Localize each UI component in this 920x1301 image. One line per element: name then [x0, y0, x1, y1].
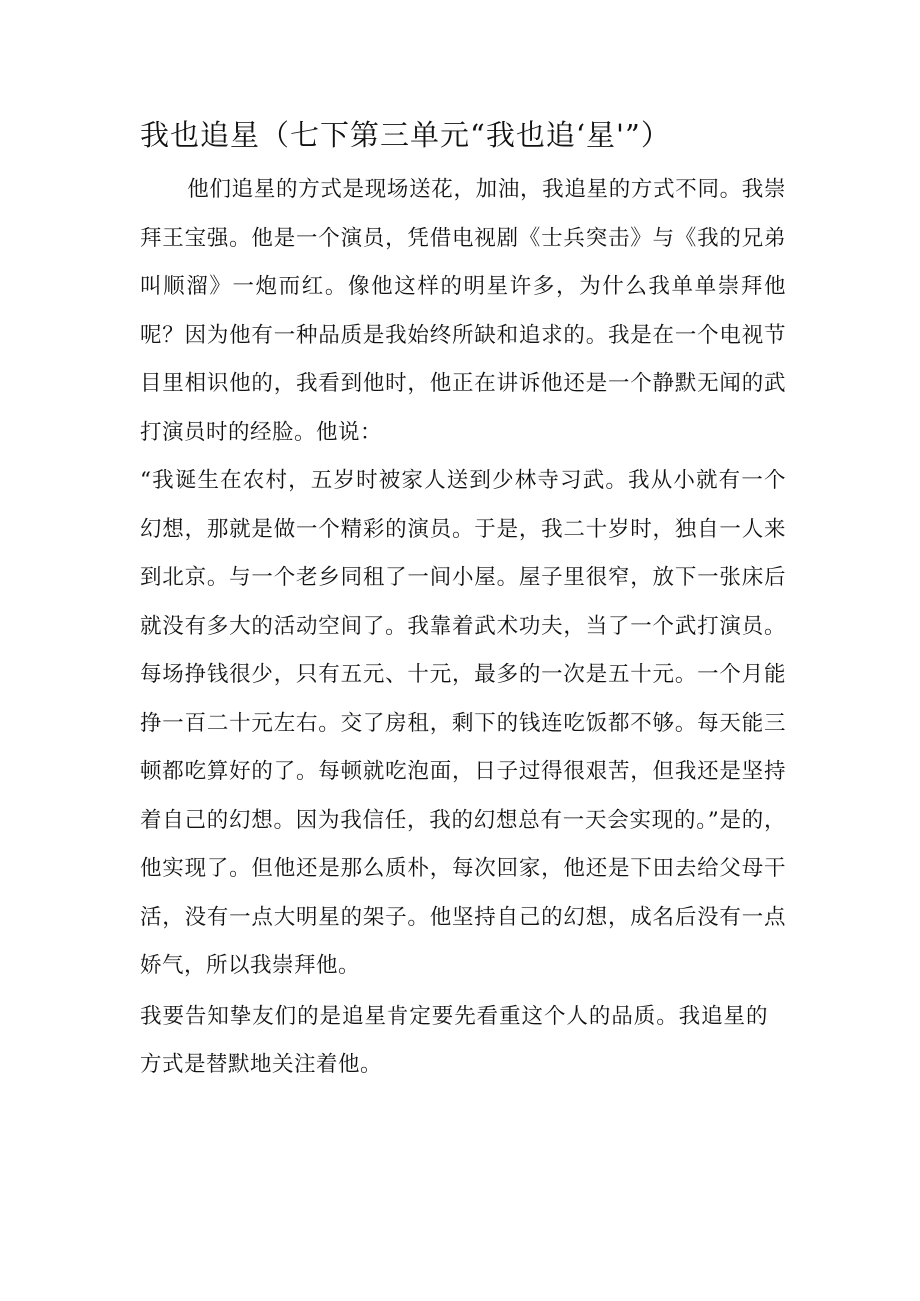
document-body: [140, 112, 786, 1090]
paragraph-quote: “我诞生在农村，五岁时被家人送到少林寺习武。我从小就有一个幻想，那就是做一个精彩的演员。于是，我二十岁时，独自一人来到北京。与一个老乡同租了一间小屋。屋子里很窄，放下一张床后就没有多大的活动空间了。我靠着武术功夫，当了一个武打演员。每场挣钱很少，只有五元、十元，最多的一次是五十元。一个月能挣一百二十元左右。交了房租，剩下的钱连吃饭都不够。每天能三顿都吃算好的了。每顿就吃泡面，日子过得很艰苦，但我还是坚持着自己的幻想。因为我信任，我的幻想总有一天会实现的。”是的，他实现了。但他还是那么质朴，每次回家，他还是下田去给父母干活，没有一点大明星的架子。他坚持自己的幻想，成名后没有一点娇气，所以我崇拜他。: [140, 468, 786, 978]
document-title: 我也追星（七下第三单元“我也追‘星'”）: [140, 118, 671, 152]
paragraph-conclusion: 我要告知挚友们的是追星肯定要先看重这个人的品质。我追星的方式是替默地关注着他。: [140, 1003, 768, 1077]
paragraph-intro: 他们追星的方式是现场送花，加油，我追星的方式不同。我崇拜王宝强。他是一个演员，凭借电视剧《士兵突击》与《我的兄弟叫顺溜》一炮而红。像他这样的明星许多，为什么我单单崇拜他呢？因为他有一种品质是我始终所缺和追求的。我是在一个电视节目里相识他的，我看到他时，他正在讲诉他还是一个静默无闻的武打演员时的经脸。他说：: [140, 177, 786, 445]
